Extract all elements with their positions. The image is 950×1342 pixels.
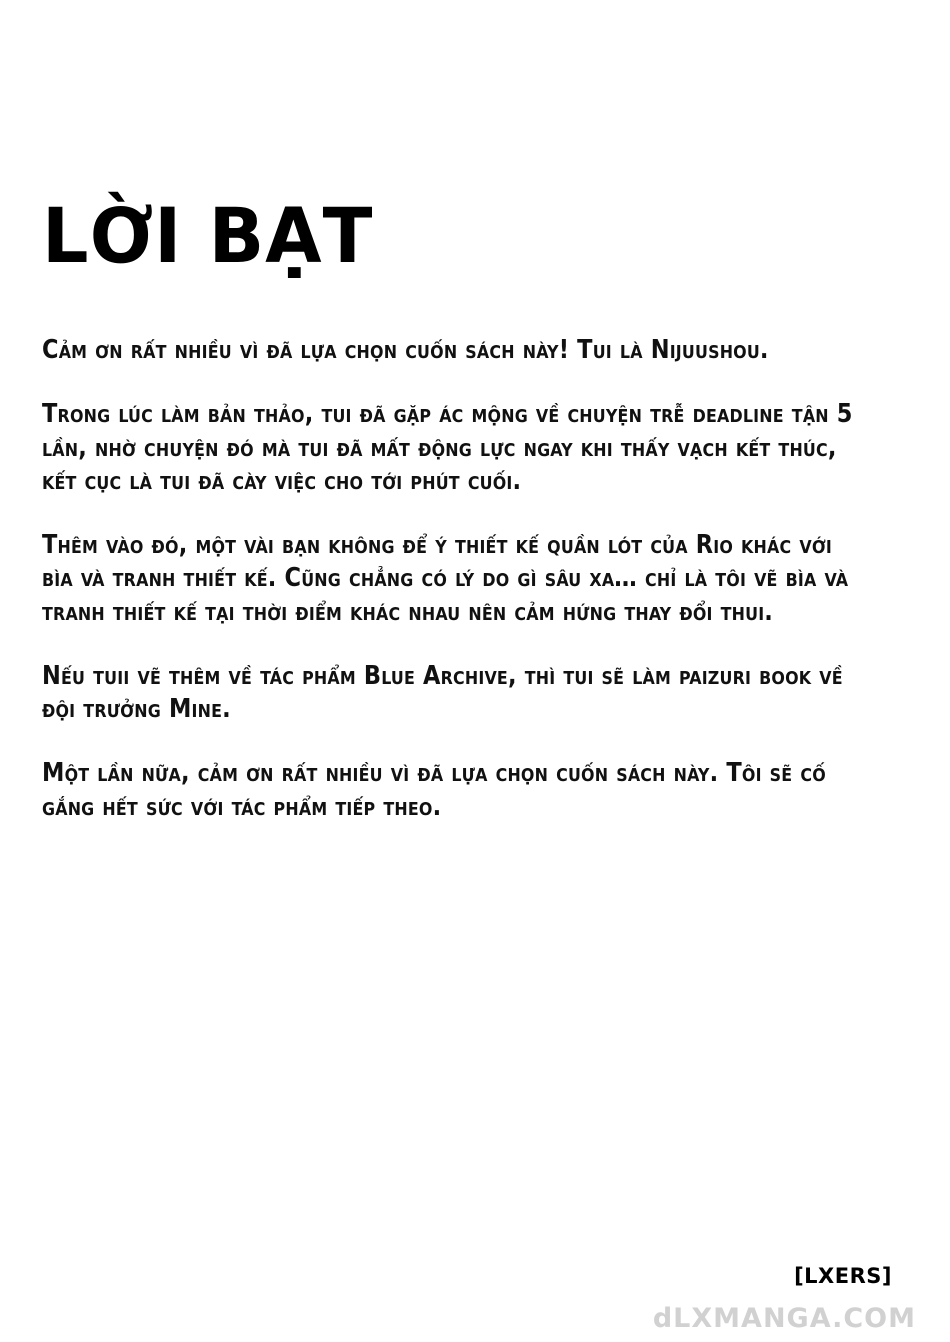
page-title: LỜI BẠT — [42, 191, 374, 280]
scanlation-credit: [LXERS] — [794, 1264, 892, 1288]
afterword-content — [42, 191, 882, 824]
paragraph-5: Một lần nữa, cảm ơn rất nhiều vì đã lựa chọn cuốn sách này. Tôi sẽ cố gắng hết sức với tác phẩm tiếp theo. — [42, 758, 826, 822]
paragraph-1: Cảm ơn rất nhiều vì đã lựa chọn cuốn sách này! Tui là Nijuushou. — [42, 335, 769, 366]
paragraph-3: Thêm vào đó, một vài bạn không để ý thiết kế quần lót của Rio khác với bìa và tranh thiết kế. Cũng chẳng có lý do gì sâu xa… chỉ là tôi vẽ bìa và tranh thiết kế tại thời điểm khác nhau nên cảm hứng thay đổi thui. — [42, 529, 849, 628]
site-watermark: dLXMANGA.COM — [652, 1303, 916, 1334]
paragraph-4: Nếu tuii vẽ thêm về tác phẩm Blue Archive, thì tui sẽ làm paizuri book về đội trưởng Mine. — [42, 660, 843, 725]
paragraph-2: Trong lúc làm bản thảo, tui đã gặp ác mộng về chuyện trễ deadline tận 5 lần, nhờ chuyện đó mà tui đã mất động lực ngay khi thấy vạch kết thúc, kết cục là tui đã cày việc cho tới phút cuối. — [42, 398, 853, 497]
